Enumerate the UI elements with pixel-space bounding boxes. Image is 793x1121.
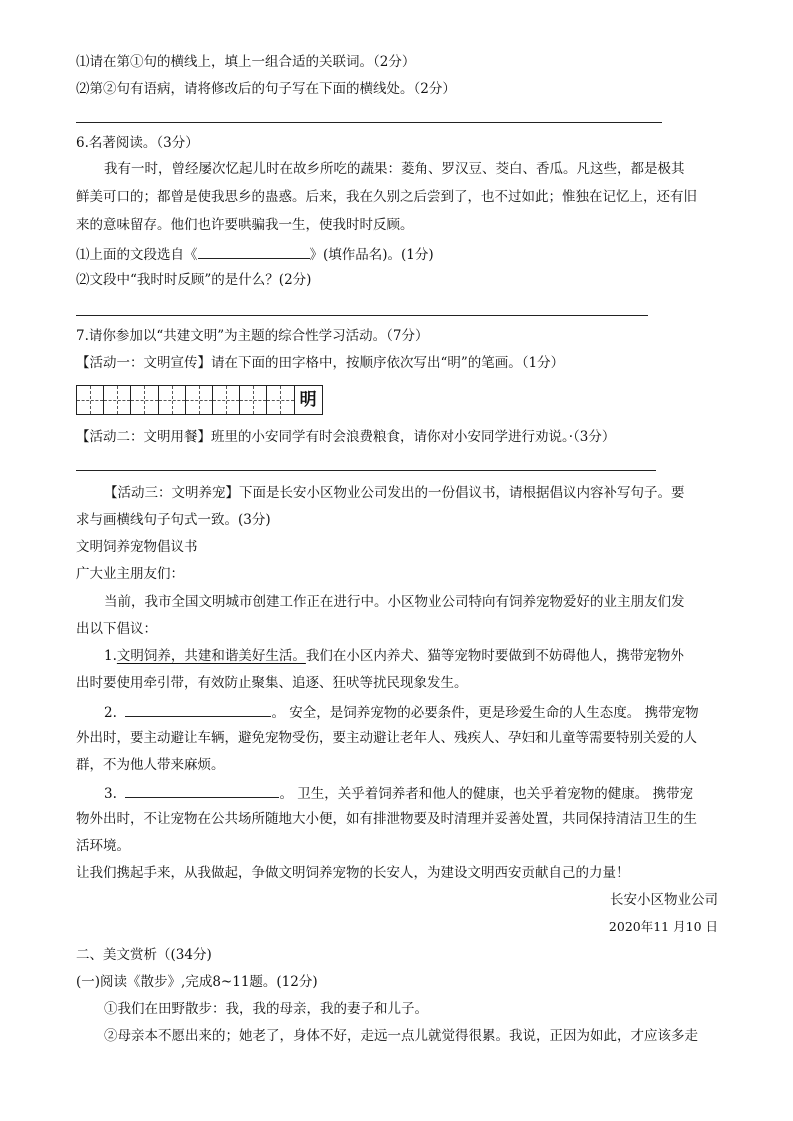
item1-rest: 我们在小区内养犬、猫等宠物时要做到不妨碍他人，携带宠物外 bbox=[305, 648, 684, 664]
q6-sub1 bbox=[76, 244, 434, 264]
q7-activity3-line-2: 求与画横线句子句式一致。(3分) bbox=[76, 512, 271, 528]
q6-heading: 6.名著阅读。（3分） bbox=[76, 135, 199, 151]
proposal-item2 bbox=[104, 702, 699, 722]
item3-answer-blank[interactable] bbox=[125, 783, 279, 798]
q6-book-title-blank[interactable] bbox=[198, 244, 310, 259]
q6-sub1-suffix: 》(填作品名)。(1分) bbox=[309, 247, 434, 263]
proposal-item3-line3: 活环境。 bbox=[76, 838, 130, 854]
q7-activity1: 【活动一：文明宣传】请在下面的田字格中，按顺序依次写出“明”的笔画。（1分） bbox=[76, 355, 565, 371]
item1-underlined-sentence: 文明饲养，共建和谐美好生活。 bbox=[116, 648, 306, 664]
section2-sub-heading: (一)阅读《散步》,完成8~11题。(12分) bbox=[76, 974, 318, 990]
proposal-intro-line-2: 出以下倡议： bbox=[76, 621, 157, 637]
item1-number: 1. bbox=[104, 648, 117, 664]
proposal-item2-line3: 群，不为他人带来麻烦。 bbox=[76, 757, 225, 773]
q7-activity2: 【活动二：文明用餐】班里的小安同学有时会浪费粮食，请你对小安同学进行劝说。·（3分） bbox=[76, 429, 616, 445]
tianzige-char-cell bbox=[295, 386, 322, 414]
proposal-intro-line-1: 当前，我市全国文明城市创建工作正在进行中。小区物业公司特向有饲养宠物爱好的业主朋友们发 bbox=[104, 594, 685, 610]
tianzige-cell[interactable] bbox=[267, 386, 294, 414]
tianzige-grid bbox=[76, 385, 323, 415]
item3-number: 3. bbox=[104, 786, 117, 802]
item2-number: 2. bbox=[104, 705, 117, 721]
tianzige-cell[interactable] bbox=[159, 386, 186, 414]
proposal-item3-line2: 物外出时，不让宠物在公共场所随地大小便，如有排泄物要及时清理并妥善处置，共同保持清洁卫生的生 bbox=[76, 811, 697, 827]
proposal-signer: 长安小区物业公司 bbox=[610, 892, 718, 908]
section2-heading: 二、美文赏析（(34分) bbox=[76, 947, 212, 963]
answer-line-q7[interactable] bbox=[76, 470, 656, 471]
proposal-greeting: 广大业主朋友们： bbox=[76, 566, 184, 582]
proposal-date: 2020年11 月10 日 bbox=[608, 919, 718, 934]
item3-rest: 。 卫生，关乎着饲养者和他人的健康，也关乎着宠物的健康。 携带宠 bbox=[279, 786, 694, 802]
tianzige-cell[interactable] bbox=[77, 386, 104, 414]
q7-heading: 7.请你参加以“共建文明”为主题的综合性学习活动。（7分） bbox=[76, 328, 429, 344]
proposal-closing: 让我们携起手来，从我做起，争做文明饲养宠物的长安人，为建设文明西安贡献自己的力量！ bbox=[76, 865, 630, 881]
q7-activity3-line-1: 【活动三：文明养宠】下面是长安小区物业公司发出的一份倡议书，请根据倡议内容补写句子。要 bbox=[104, 485, 685, 501]
q6-sub1-prefix: ⑴上面的文段选自《 bbox=[76, 247, 198, 263]
proposal-item3 bbox=[104, 783, 693, 803]
proposal-item1 bbox=[104, 647, 684, 665]
proposal-item2-line2: 外出时，要主动避让车辆，避免宠物受伤，要主动避让老年人、残疾人、孕妇和儿童等需要特别关爱的人 bbox=[76, 730, 697, 746]
proposal-item1-line2: 出时要使用牵引带，有效防止聚集、追逐、狂吠等扰民现象发生。 bbox=[76, 675, 468, 691]
answer-line-q5[interactable] bbox=[76, 122, 662, 123]
answer-line-q6[interactable] bbox=[76, 315, 648, 316]
q6-para-line-1: 我有一时，曾经屡次忆起儿时在故乡所吃的蔬果：菱角、罗汉豆、茭白、香瓜。凡这些，都是极其 bbox=[104, 161, 685, 177]
section2-para2: ②母亲本不愿出来的；她老了，身体不好，走远一点儿就觉得很累。我说，正因为如此，才应该多走 bbox=[104, 1028, 698, 1044]
proposal-title: 文明饲养宠物倡议书 bbox=[76, 539, 198, 555]
item2-rest: 。 安全，是饲养宠物的必要条件，更是珍爱生命的人生态度。 携带宠物 bbox=[271, 705, 699, 721]
tianzige-cell[interactable] bbox=[213, 386, 240, 414]
section2-para1: ①我们在田野散步：我，我的母亲，我的妻子和儿子。 bbox=[104, 1001, 428, 1017]
q6-para-line-2: 鲜美可口的；都曾是使我思乡的蛊惑。后来，我在久别之后尝到了，也不过如此；惟独在记忆上，还有旧 bbox=[76, 189, 697, 205]
tianzige-cell[interactable] bbox=[240, 386, 267, 414]
item2-answer-blank[interactable] bbox=[125, 702, 271, 717]
q6-sub2: ⑵文段中“我时时反顾”的是什么？(2分) bbox=[76, 272, 312, 288]
q6-para-line-3: 来的意味留存。他们也许要哄骗我一生，使我时时反顾。 bbox=[76, 217, 414, 233]
q5-sub2: ⑵第②句有语病，请将修改后的句子写在下面的横线处。（2分） bbox=[76, 81, 456, 97]
tianzige-cell[interactable] bbox=[131, 386, 158, 414]
tianzige-cell[interactable] bbox=[186, 386, 213, 414]
q5-sub1: ⑴请在第①句的横线上，填上一组合适的关联词。（2分） bbox=[76, 54, 416, 70]
tianzige-cell[interactable] bbox=[104, 386, 131, 414]
tianzige-char: 明 bbox=[299, 390, 317, 410]
